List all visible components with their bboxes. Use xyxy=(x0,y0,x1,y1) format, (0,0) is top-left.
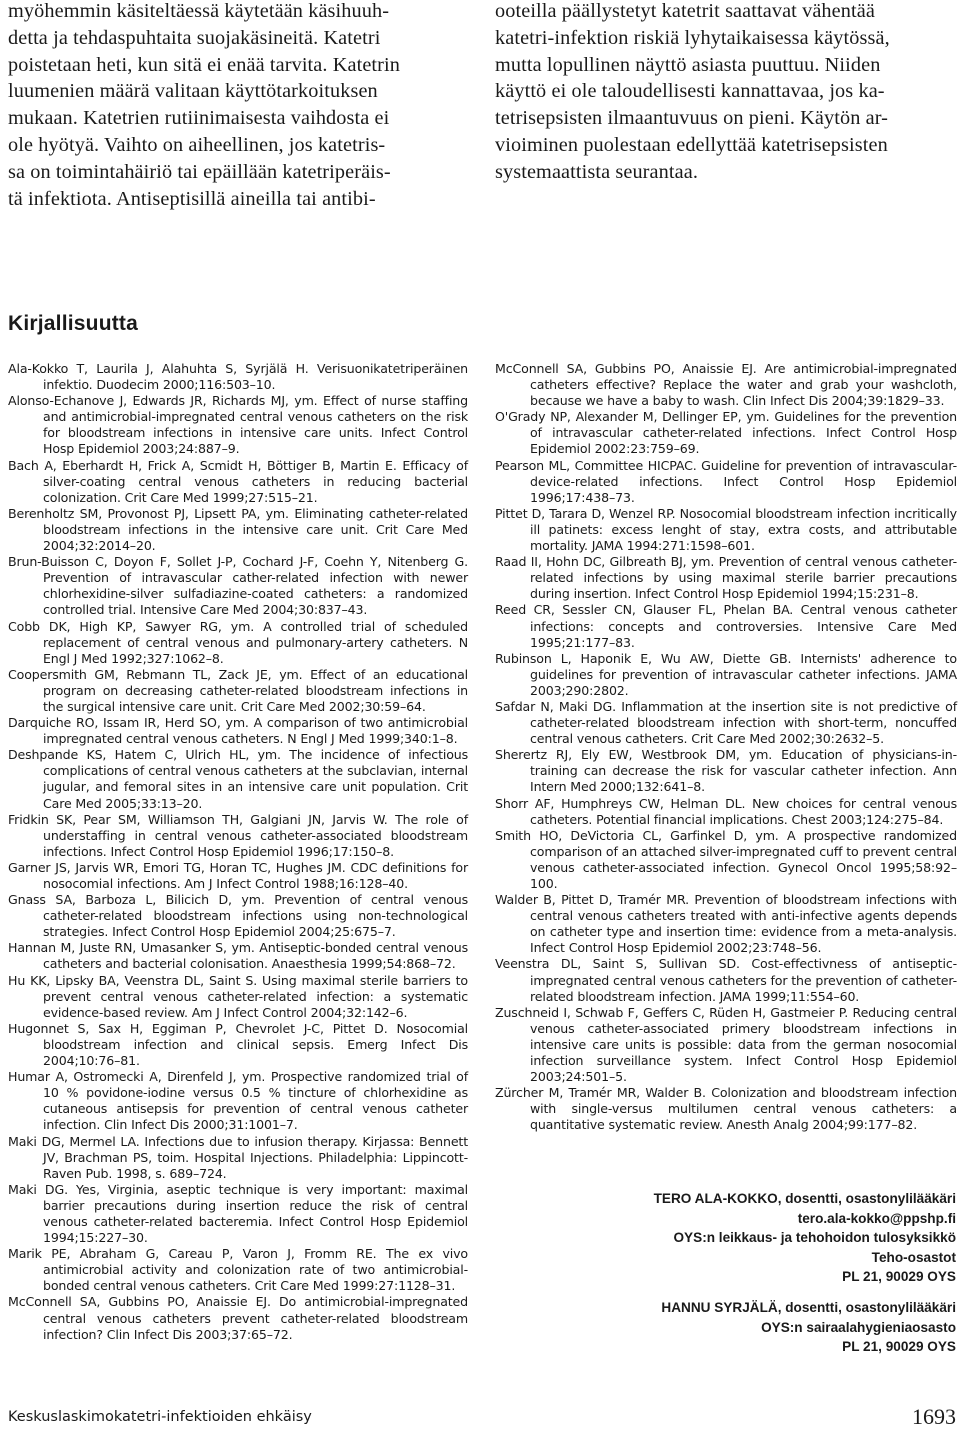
reference-entry: Reed CR, Sessler CN, Glauser FL, Phelan BA. Central venous catheter infections: concepts and controversies. Intensive Care Med 1995;21:177–83. xyxy=(495,602,957,650)
reference-entry: Sherertz RJ, Ely EW, Westbrook DM, ym. Education of physicians-in-training can decrease the risk for vascular catheter infection. Ann Intern Med 2000;132:641–8. xyxy=(495,747,957,795)
reference-entry: Rubinson L, Haponik E, Wu AW, Diette GB. Internists' adherence to guidelines for prevention of intravascular catheter infections. JAMA 2003;290:2802. xyxy=(495,650,957,698)
body-text-line: tetrisepsisten ilmaantuvuus on pieni. Käytön ar- xyxy=(495,107,889,130)
author-line: OYS:n sairaalahygieniaosasto xyxy=(761,1319,956,1335)
reference-entry: Zürcher M, Tramér MR, Walder B. Colonization and bloodstream infection with single-versus multilumen central venous catheters: a quantitative systematic review. Anesth Analg 2004;99:177–82. xyxy=(495,1085,957,1133)
author-line: OYS:n leikkaus- ja tehohoidon tulosyksikkö xyxy=(673,1230,956,1246)
body-text-line: katetri-infektion riskiä lyhytaikaisessa käytössä, xyxy=(495,26,890,49)
reference-entry: Maki DG. Yes, Virginia, aseptic technique is very important: maximal barrier precautions during insertion reduce the risk of central venous catheter-related bacteremia. Infect Control Hosp Epidemiol 1994;15:227–30. xyxy=(8,1181,468,1246)
author-affiliation-1 xyxy=(654,1189,956,1287)
reference-entry: Maki DG, Mermel LA. Infections due to infusion therapy. Kirjassa: Bennett JV, Brachman PS, toim. Hospital Injections. Philadelphia: Lippincott-Raven Pub. 1998, s. 689–724. xyxy=(8,1133,468,1181)
reference-entry: Deshpande KS, Hatem C, Ulrich HL, ym. The incidence of infectious complications of central venous catheters at the subclavian, internal jugular, and femoral sites in an intensive care unit population. Crit Care Med 2005;33:13–20. xyxy=(8,747,468,811)
reference-entry: Pearson ML, Committee HICPAC. Guideline for prevention of intravascular-device-related infections. Infect Control Hosp Epidemiol 1996;17:438–73. xyxy=(495,457,957,505)
body-text-line: tä infektiota. Antiseptisillä aineilla tai antibi- xyxy=(8,187,376,210)
reference-entry: Safdar N, Maki DG. Inflammation at the insertion site is not predictive of catheter-related bloodstream infection with short-term, noncuffed central venous catheters. Crit Care Med 2002;30:2632–5. xyxy=(495,698,957,747)
reference-entry: Hugonnet S, Sax H, Eggiman P, Chevrolet J-C, Pittet D. Nosocomial bloodstream infection and clinical sepsis. Emerg Infect Dis 2004;10:76–81. xyxy=(8,1020,468,1069)
reference-entry: Alonso-Echanove J, Edwards JR, Richards MJ, ym. Effect of nurse staffing and antimicrobial-impregnated central venous catheters on the risk for bloodstream infections in intensive care units. Infect Control Hosp Epidemiol 2003;24:887–9. xyxy=(8,393,468,457)
reference-entry: Smith HO, DeVictoria CL, Garfinkel D, ym. A prospective randomized comparison of an attached silver-impregnated cuff to prevent central venous catheter-associated infection. Gynecol Oncol 1995;58:92–100. xyxy=(495,827,957,891)
reference-entry: Berenholtz SM, Provonost PJ, Lipsett PA, ym. Eliminating catheter-related bloodstream infections in the intensive care unit. Crit Care Med 2004;32:2014–20. xyxy=(8,505,468,554)
reference-entry: Cobb DK, High KP, Sawyer RG, ym. A controlled trial of scheduled replacement of central venous and pulmonary-artery catheters. N Engl J Med 1992;327:1062–8. xyxy=(8,618,468,666)
body-text-right-column xyxy=(495,0,957,186)
reference-entry: Hu KK, Lipsky BA, Veenstra DL, Saint S. Using maximal sterile barriers to prevent central venous catheter-related infection: a systematic evidence-based review. Am J Infect Control 2004;32:142–6. xyxy=(8,972,468,1020)
reference-entry: Gnass SA, Barboza L, Bilicich D, ym. Prevention of central venous catheter-related bloodstream infections using non-technological strategies. Infect Control Hosp Epidemiol 2004;25:675–7. xyxy=(8,892,468,940)
reference-entry: Coopersmith GM, Rebmann TL, Zack JE, ym. Effect of an educational program on decreasing catheter-related bloodstream infections in the surgical intensive care unit. Crit Care Med 2002;30:59–64. xyxy=(8,666,468,714)
page-number: 1693 xyxy=(912,1404,956,1429)
reference-entry: Garner JS, Jarvis WR, Emori TG, Horan TC, Hughes JM. CDC definitions for nosocomial infections. Am J Infect Control 1988;16:128–40. xyxy=(8,859,468,891)
body-text-line: systemaattista seurantaa. xyxy=(495,160,698,183)
author-line: Teho-osastot xyxy=(871,1249,956,1265)
reference-entry: Darquiche RO, Issam IR, Herd SO, ym. A comparison of two antimicrobial impregnated central venous catheters. N Engl J Med 1999;340:1–8. xyxy=(8,715,468,747)
body-text-line: poistetaan heti, kun sitä ei enää tarvita. Katetrin xyxy=(8,53,400,76)
body-text-line: myöhemmin käsiteltäessä käytetään käsihuuh- xyxy=(8,0,390,22)
body-text-line: detta ja tehdaspuhtaita suojakäsineitä. Katetri xyxy=(8,26,381,49)
author-line: PL 21, 90029 OYS xyxy=(842,1269,956,1285)
body-text-line: ole hyötyä. Vaihto on aiheellinen, jos katetris- xyxy=(8,133,386,156)
reference-list-right xyxy=(495,361,957,1134)
reference-entry: Pittet D, Tarara D, Wenzel RP. Nosocomial bloodstream infection incritically ill patinets: excess lenght of stay, extra costs, and attributable mortality. JAMA 1994:271:1598–601. xyxy=(495,505,957,554)
body-text-line: käyttö ei ole taloudellisesti kannattavaa, jos ka- xyxy=(495,80,885,103)
reference-entry: Hannan M, Juste RN, Umasanker S, ym. Antiseptic-bonded central venous catheters and bacterial colonisation. Anaesthesia 1999;54:868–72. xyxy=(8,940,468,972)
body-text-line: vioiminen puolestaan edellyttää katetrisepsisten xyxy=(495,133,888,156)
reference-entry: Marik PE, Abraham G, Careau P, Varon J, Fromm RE. The ex vivo antimicrobial activity and colonization rate of two antimicrobial-bonded central venous catheters. Crit Care Med 1999:27:1128–31. xyxy=(8,1246,468,1294)
reference-list-left xyxy=(8,361,468,1343)
reference-entry: Walder B, Pittet D, Tramér MR. Prevention of bloodstream infections with central venous catheters treated with anti-infective agents depends on catheter type and insertion time: evidence from a meta-analysis. Infect Control Hosp Epidemiol 2002;23:748–56. xyxy=(495,892,957,956)
body-text-line: ooteilla päällystetyt katetrit saattavat vähentää xyxy=(495,0,875,22)
reference-entry: O'Grady NP, Alexander M, Dellinger EP, ym. Guidelines for the prevention of intravascular catheter-related infections. Infect Control Hosp Epidemiol 2002:23:759–69. xyxy=(495,409,957,457)
body-text-left-column xyxy=(8,0,468,212)
reference-entry: Fridkin SK, Pear SM, Williamson TH, Galgiani JN, Jarvis W. The role of understaffing in central venous catheter-associated bloodstream infections. Infect Control Hosp Epidemiol 1996;17:150–8. xyxy=(8,811,468,859)
reference-entry: Bach A, Eberhardt H, Frick A, Scmidt H, Böttiger B, Martin E. Efficacy of silver-coating central venous catheters in reducing bacterial colonization. Crit Care Med 1999;27:515–21. xyxy=(8,457,468,505)
author-line: HANNU SYRJÄLÄ, dosentti, osastonylilääkäri xyxy=(661,1300,956,1315)
body-text-line: luumenien määrä valitaan käyttötarkoituksen xyxy=(8,80,378,103)
reference-entry: Ala-Kokko T, Laurila J, Alahuhta S, Syrjälä H. Verisuonikatetriperäinen infektio. Duodecim 2000;116:503–10. xyxy=(8,361,468,393)
author-line: PL 21, 90029 OYS xyxy=(842,1339,956,1355)
reference-entry: Zuschneid I, Schwab F, Geffers C, Rüden H, Gastmeier P. Reducing central venous catheter-associated primery bloodstream infections in intensive care units is possible: data from the german nosocomial infection surveillance system. Infect Control Hosp Epidemiol 2003;24:501–5. xyxy=(495,1004,957,1085)
reference-entry: McConnell SA, Gubbins PO, Anaissie EJ. Are antimicrobial-impregnated catheters effective? Replace the water and grab your washcloth, because we have a baby to wash. Clin Infect Dis 2004;39:1829–33. xyxy=(495,361,957,409)
body-text-line: sa on toimintahäiriö tai epäillään katetriperäis- xyxy=(8,160,391,183)
running-title: Keskuslaskimokatetri-infektioiden ehkäisy xyxy=(8,1409,312,1425)
reference-entry: Raad II, Hohn DC, Gilbreath BJ, ym. Prevention of central venous catheter-related infections by using maximal sterile barrier precautions during insertion. Infect Control Hosp Epidemiol 1994;15:231–8. xyxy=(495,554,957,602)
reference-entry: Humar A, Ostromecki A, Direnfeld J, ym. Prospective randomized trial of 10 % povidone-iodine versus 0.5 % tincture of chlorhexidine as cutaneous antisepsis for prevention of central venous catheter infection. Clin Infect Dis 2000;31:1001–7. xyxy=(8,1069,468,1133)
reference-entry: Brun-Buisson C, Doyon F, Sollet J-P, Cochard J-F, Coehn Y, Nitenberg G. Prevention of intravascular cather-related infection with newer chlorhexidine-silver sulfadiazine-coated catheters: a randomized controlled trial. Intensive Care Med 2004;30:837–43. xyxy=(8,554,468,618)
reference-entry: McConnell SA, Gubbins PO, Anaissie EJ. Do antimicrobial-impregnated central venous catheters prevent catheter-related bloodstream infection? Clin Infect Dis 2003;37:65–72. xyxy=(8,1294,468,1342)
author-affiliation-2 xyxy=(661,1298,956,1357)
reference-entry: Veenstra DL, Saint S, Sullivan SD. Cost-effectivness of antiseptic-impregnated central venous catheters for the prevention of catheter-related bloodstream infection. JAMA 1999;11:554–60. xyxy=(495,956,957,1004)
body-text-line: mukaan. Katetrien rutiinimaisesta vaihdosta ei xyxy=(8,107,390,130)
reference-entry: Shorr AF, Humphreys CW, Helman DL. New choices for central venous catheters. Potential financial implications. Chest 2003;124:275–84. xyxy=(495,795,957,827)
references-heading: Kirjallisuutta xyxy=(8,312,138,335)
body-text-line: mutta lopullinen näyttö asiasta puuttuu. Niiden xyxy=(495,53,881,76)
author-line: TERO ALA-KOKKO, dosentti, osastonylilääkäri xyxy=(653,1191,956,1206)
author-line: tero.ala-kokko@ppshp.fi xyxy=(797,1210,956,1226)
